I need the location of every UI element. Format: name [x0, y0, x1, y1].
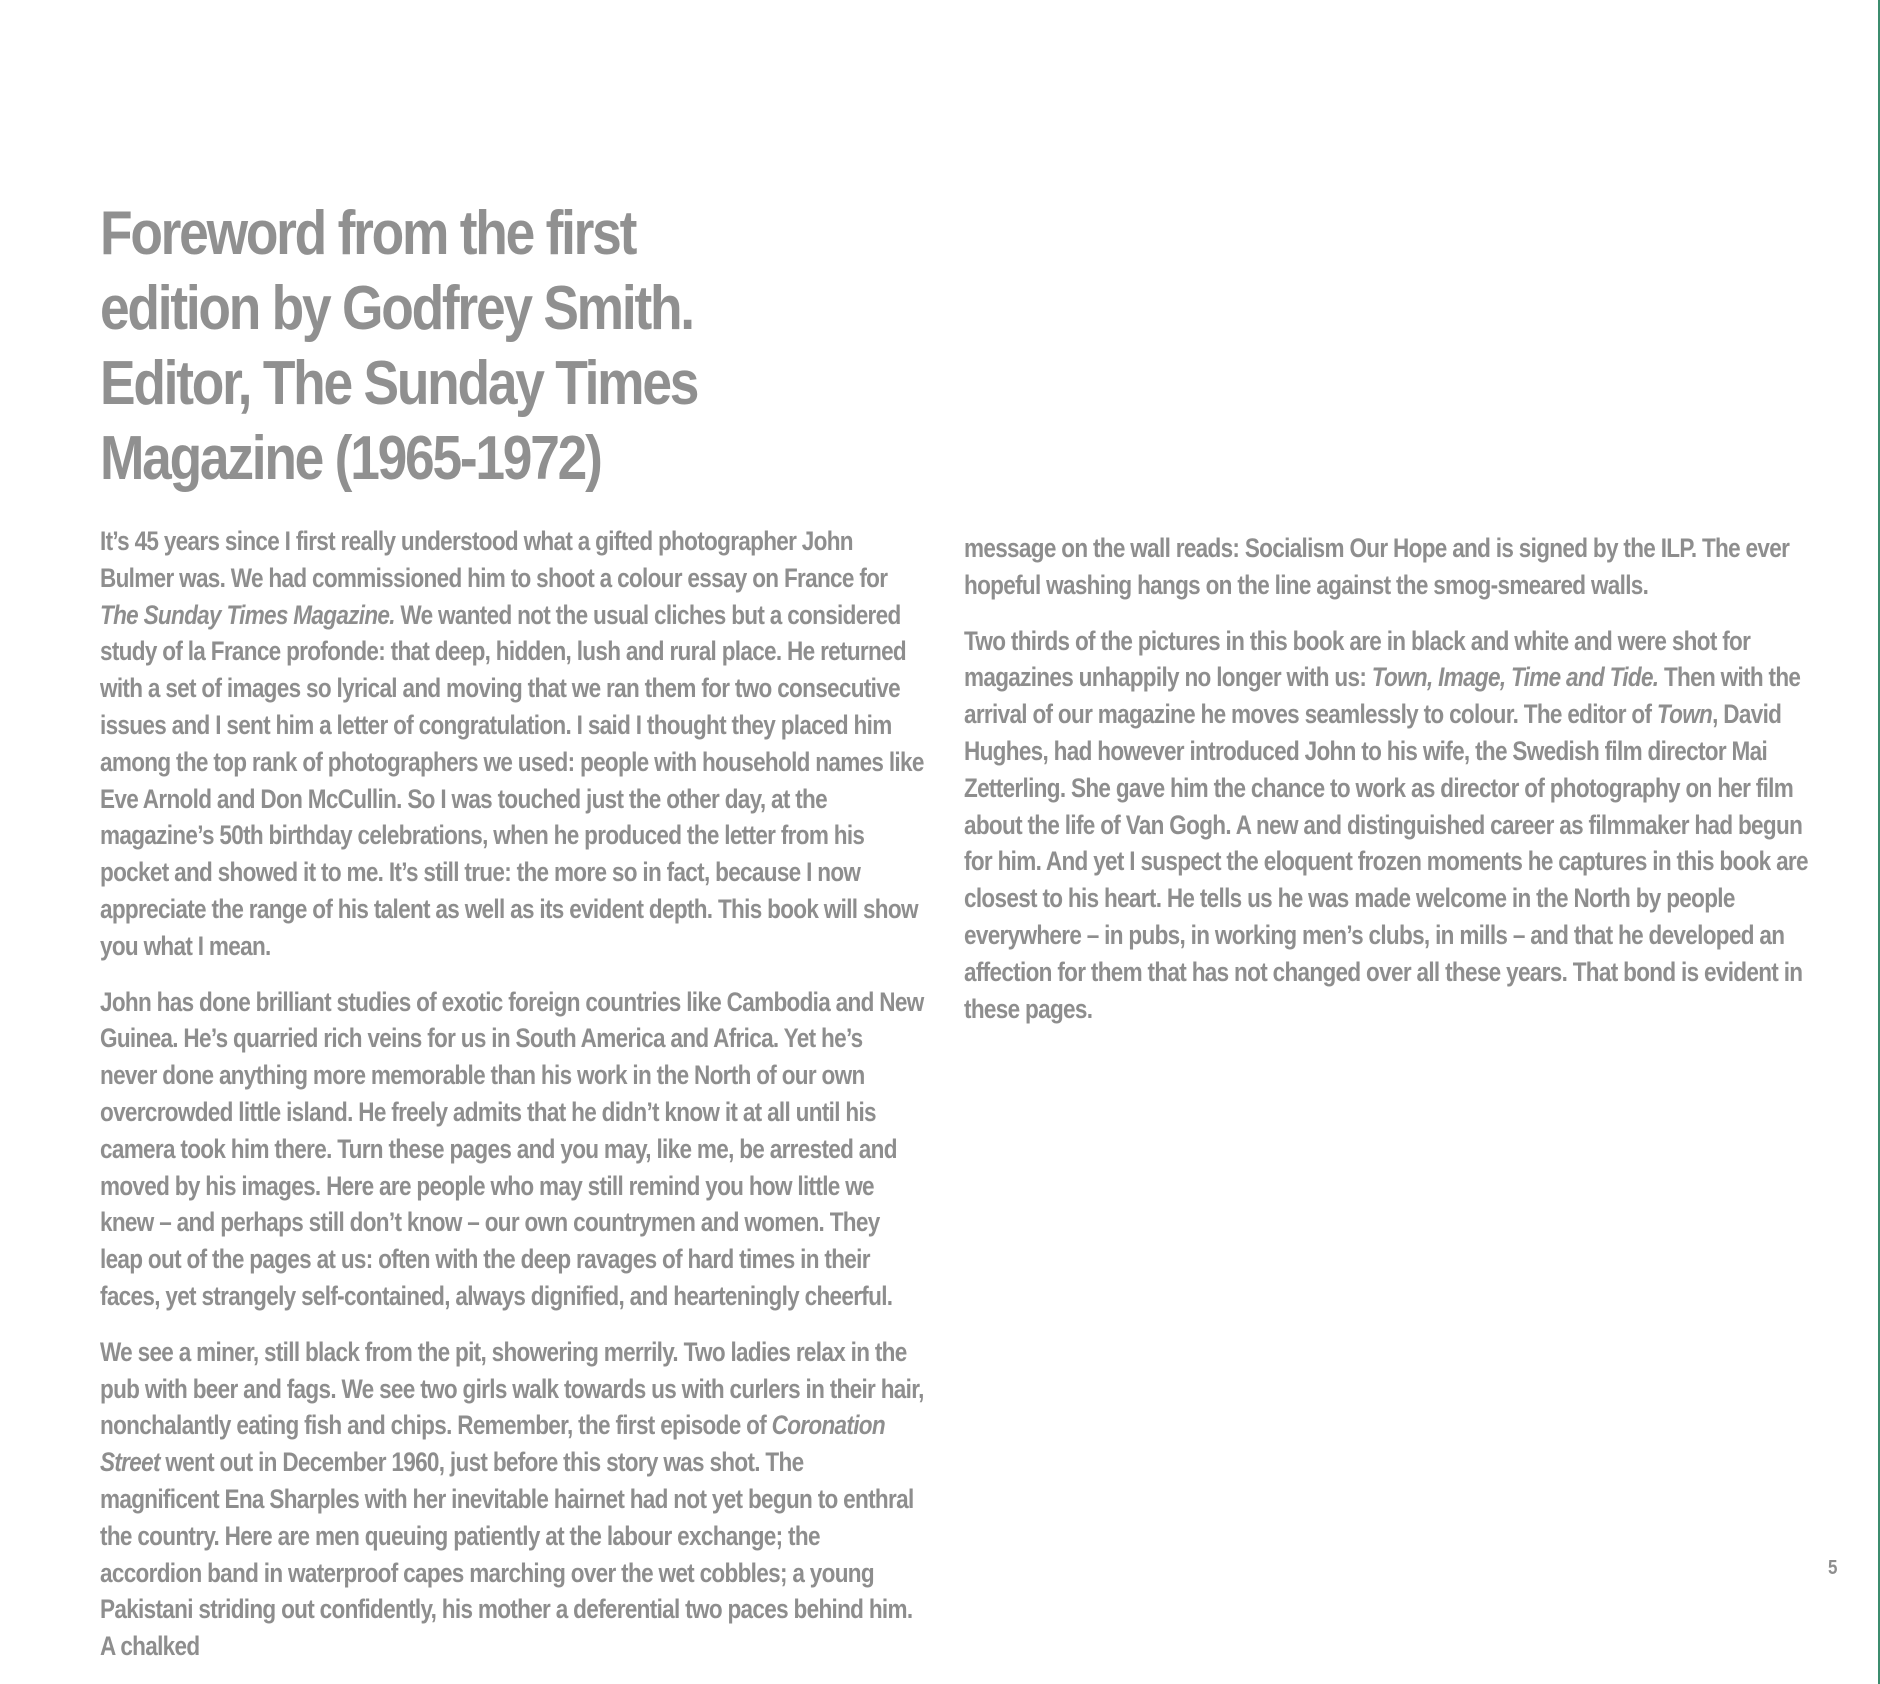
left-column	[100, 523, 925, 1684]
page-number: 5	[1828, 1557, 1838, 1579]
paragraph-1	[100, 523, 925, 965]
paragraph-5	[964, 623, 1814, 1028]
paragraph-4: message on the wall reads: Socialism Our Hope and is signed by the ILP. The ever hopeful washing hangs on the line against the smog-smeared walls.	[964, 533, 1790, 600]
right-column	[964, 530, 1814, 1046]
page-title: Foreword from the first edition by Godfrey Smith. Editor, The Sunday Times Magazine (1965-1972)	[100, 199, 698, 493]
paragraph-3-text-b: went out in December 1960, just before this story was shot. The magnificent Ena Sharples with her inevitable hairnet had not yet begun to enthral the country. Here are men queuing patiently at the labour exchange; the accordion band in waterproof capes marching over the wet cobbles; a young Pakistani striding out confidently, his mother a deferential two paces behind him. A chalked	[100, 1447, 914, 1662]
paragraph-3	[100, 1334, 925, 1665]
paragraph-3-text-a: We see a miner, still black from the pit, showering merrily. Two ladies relax in the pub with beer and fags. We see two girls walk towards us with curlers in their hair, nonchalantly eating fish and chips. Remember, the first episode of	[100, 1336, 924, 1441]
paragraph-5-italic-titles: Town, Image, Time and Tide.	[1371, 662, 1659, 693]
paragraph-2: John has done brilliant studies of exotic foreign countries like Cambodia and New Guinea. He’s quarried rich veins for us in South America and Africa. Yet he’s never done anything more memorable than his work in the North of our own overcrowded little island. He freely admits that he didn’t know it at all until his camera took him there. Turn these pages and you may, like me, be arrested and moved by his images. Here are people who may still remind you how little we knew – and perhaps still don’t know – our own countrymen and women. They leap out of the pages at us: often with the deep ravages of hard times in their faces, yet strangely self-contained, always dignified, and hearteningly cheerful.	[100, 986, 924, 1311]
paragraph-5-text-a: Two thirds of the pictures in this book are in black and white and were shot for magazines unhappily no longer with us:	[964, 625, 1751, 693]
paragraph-5-text-c: , David Hughes, had however introduced John to his wife, the Swedish film director Mai Zetterling. She gave him the chance to work as director of photography on her film about the life of Van Gogh. A new and distinguished career as filmmaker had begun for him. And yet I suspect the eloquent frozen moments he captures in this book are closest to his heart. He tells us he was made welcome in the North by people everywhere – in pubs, in working men’s clubs, in mills – and that he developed an affection for them that has not changed over all these years. That bond is evident in these pages.	[964, 699, 1808, 1024]
paragraph-5-text-b: Then with the arrival of our magazine he moves seamlessly to colour. The editor of	[964, 662, 1801, 730]
paragraph-5-italic-town: Town	[1656, 699, 1713, 730]
paragraph-3-italic-title: Coronation Street	[100, 1410, 885, 1478]
paragraph-1-italic-title: The Sunday Times Magazine.	[100, 599, 395, 630]
paragraph-1-text-a: It’s 45 years since I first really understood what a gifted photographer John Bulmer was. We had commissioned him to shoot a colour essay on France for	[100, 526, 888, 593]
paragraph-1-text-b: We wanted not the usual cliches but a considered study of la France profonde: that deep, hidden, lush and rural place. He returned with a set of images so lyrical and moving that we ran them for two consecutive issues and I sent him a letter of congratulation. I said I thought they placed him among the top rank of photographers we used: people with household names like Eve Arnold and Don McCullin. So I was touched just the other day, at the magazine’s 50th birthday celebrations, when he produced the letter from his pocket and showed it to me. It’s still true: the more so in fact, because I now appreciate the range of his talent as well as its evident depth. This book will show you what I mean.	[100, 599, 924, 961]
